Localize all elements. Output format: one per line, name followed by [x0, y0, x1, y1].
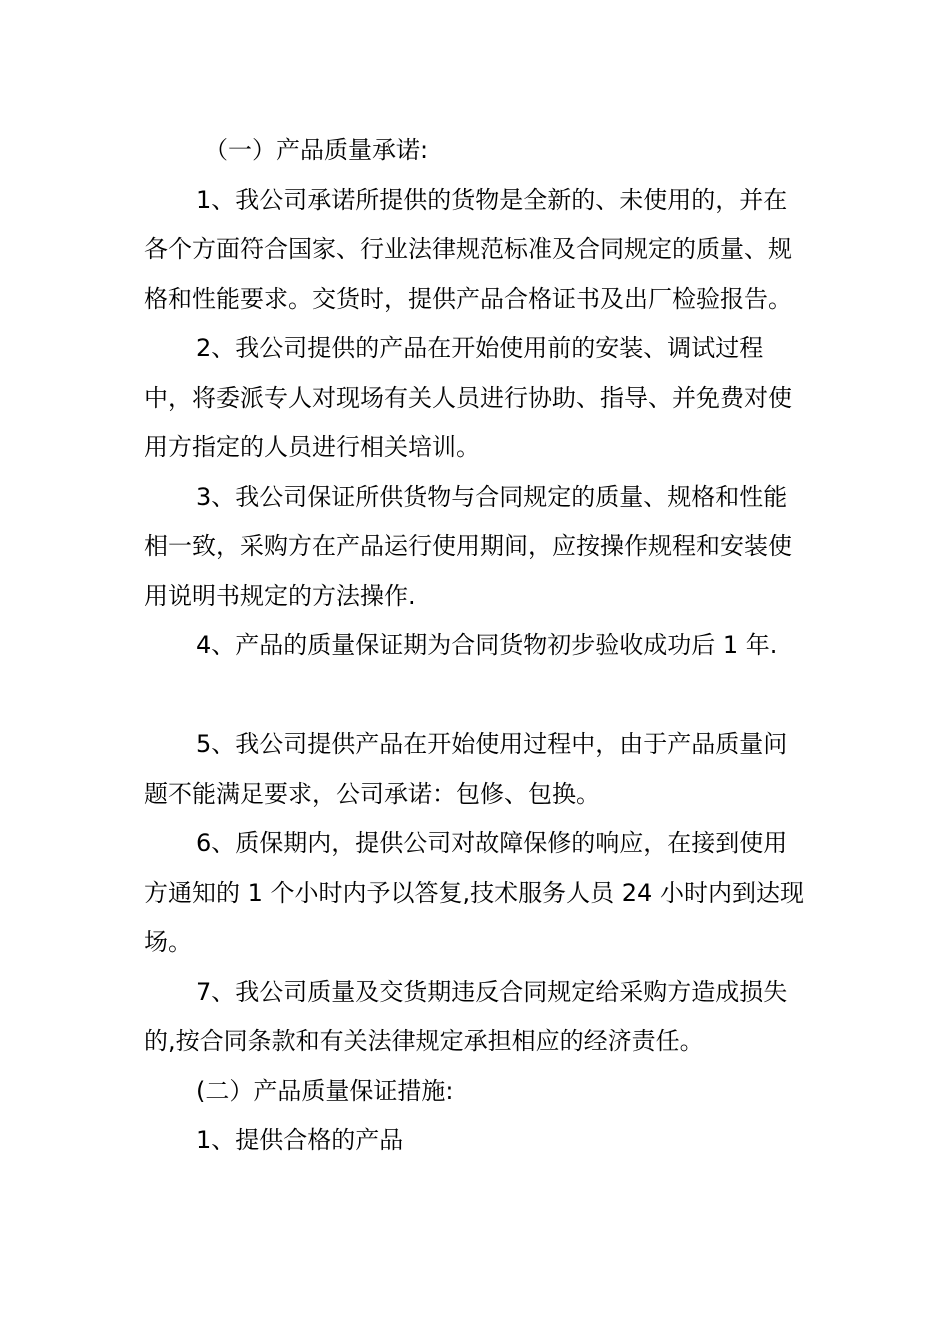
section-heading-quality-assurance-measures: (二）产品质量保证措施: — [196, 1076, 454, 1105]
blank-line — [144, 671, 808, 721]
paragraph-item-1: 1、我公司承诺所提供的货物是全新的、未使用的，并在各个方面符合国家、行业法律规范标准及合同规定的质量、规格和性能要求。交货时，提供产品合格证书及出厂检验报告。 — [144, 185, 792, 313]
section-heading-quality-commitment: （一）产品质量承诺: — [204, 136, 429, 164]
paragraph-item-4: 4、产品的质量保证期为合同货物初步验收成功后 1 年. — [196, 631, 778, 659]
paragraph-item-2: 2、我公司提供的产品在开始使用前的安装、调试过程中，将委派专人对现场有关人员进行协助、指导、并免费对使用方指定的人员进行相关培训。 — [144, 334, 792, 461]
paragraph-item-6: 6、质保期内，提供公司对故障保修的响应，在接到使用方通知的 1 个小时内予以答复,技术服务人员 24 小时内到达现场。 — [144, 829, 804, 956]
document-body — [144, 126, 808, 1166]
paragraph-item-3: 3、我公司保证所供货物与合同规定的质量、规格和性能相一致，采购方在产品运行使用期间，应按操作规程和安装使用说明书规定的方法操作. — [144, 482, 792, 610]
paragraph-item-7: 7、我公司质量及交货期违反合同规定给采购方造成损失的,按合同条款和有关法律规定承担相应的经济责任。 — [144, 977, 788, 1055]
paragraph-measure-1: 1、提供合格的产品 — [196, 1126, 404, 1154]
paragraph-item-5: 5、我公司提供产品在开始使用过程中，由于产品质量问题不能满足要求，公司承诺：包修、包换。 — [144, 730, 788, 808]
